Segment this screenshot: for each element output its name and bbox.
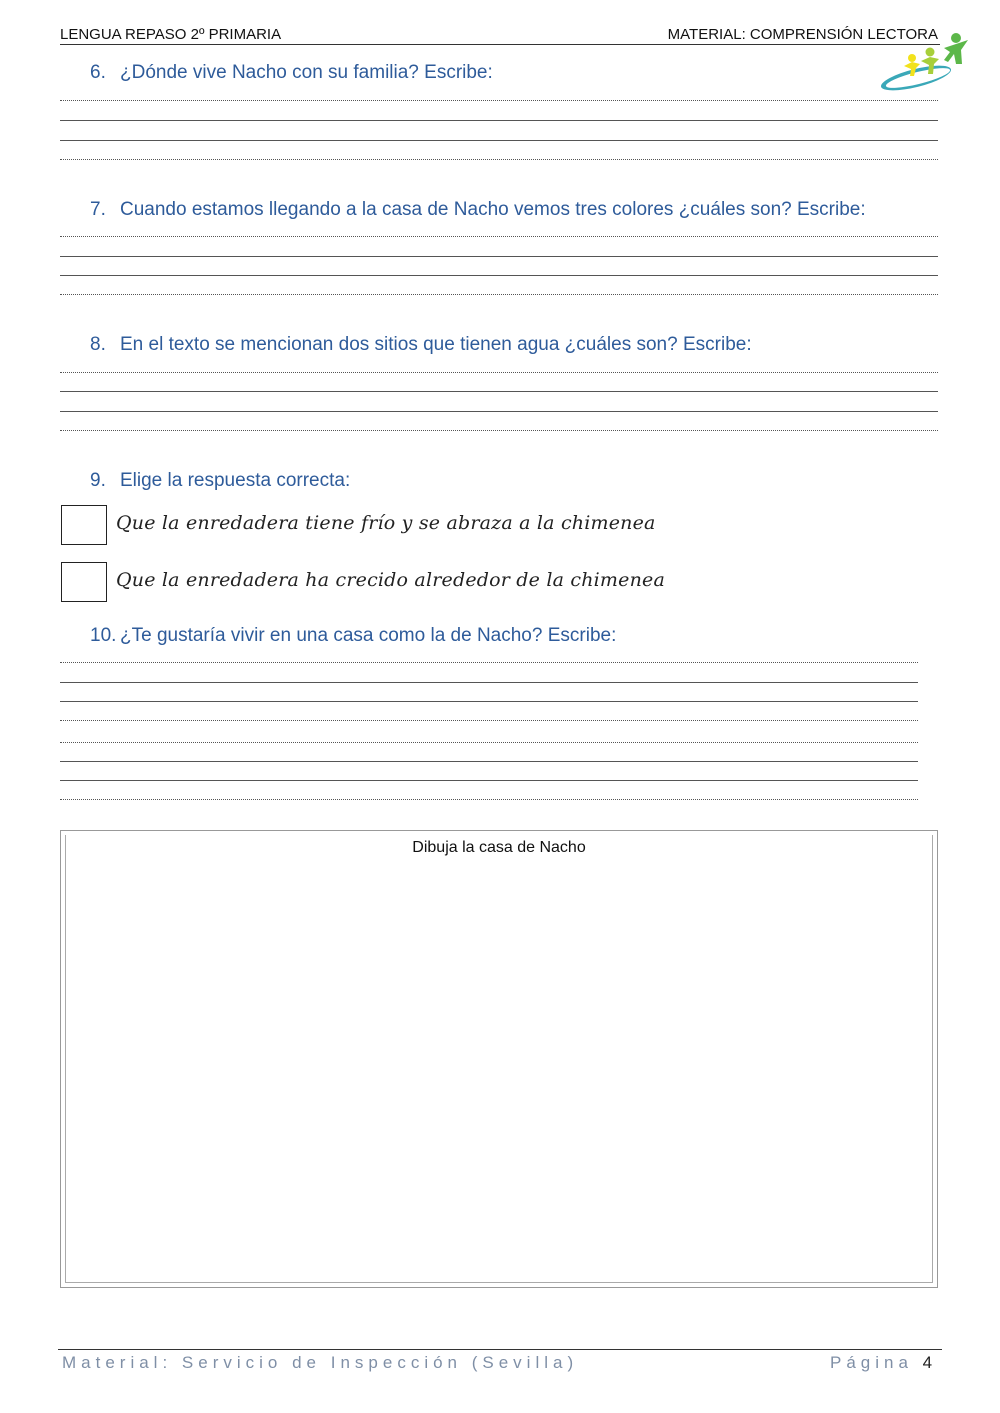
answer-line[interactable] [60, 682, 918, 683]
footer-source: Material: Servicio de Inspección (Sevilla) [62, 1353, 579, 1372]
question-text: En el texto se mencionan dos sitios que tienen agua ¿cuáles son? Escribe: [120, 334, 752, 355]
question-text: ¿Te gustaría vivir en una casa como la de Nacho? Escribe: [120, 625, 617, 646]
answer-line[interactable] [60, 275, 938, 276]
footer-page-label: Página [830, 1353, 913, 1372]
question-6 [90, 62, 493, 84]
answer-line[interactable] [60, 372, 938, 373]
question-7 [90, 199, 866, 221]
question-number: 8. [90, 334, 106, 355]
answer-line[interactable] [60, 720, 918, 721]
question-number: 6. [90, 62, 106, 83]
answer-line[interactable] [60, 780, 918, 781]
answer-line[interactable] [60, 140, 938, 141]
answer-line[interactable] [60, 256, 938, 257]
question-number: 9. [90, 470, 106, 491]
header-divider [60, 44, 940, 45]
footer-divider [58, 1349, 942, 1350]
question-10 [90, 625, 616, 647]
answer-line[interactable] [60, 411, 938, 412]
answer-line[interactable] [60, 662, 918, 663]
option-checkbox-2[interactable] [61, 562, 107, 602]
option-checkbox-1[interactable] [61, 505, 107, 545]
answer-line[interactable] [60, 236, 938, 237]
answer-line[interactable] [60, 799, 918, 800]
answer-line[interactable] [60, 701, 918, 702]
header-right: MATERIAL: COMPRENSIÓN LECTORA [667, 26, 938, 43]
footer-page-number: 4 [922, 1353, 933, 1372]
answer-line[interactable] [60, 100, 938, 101]
answer-line[interactable] [60, 742, 918, 743]
question-text: ¿Dónde vive Nacho con su familia? Escribe: [120, 62, 493, 83]
question-number: 10. [90, 625, 117, 646]
question-text: Cuando estamos llegando a la casa de Nacho vemos tres colores ¿cuáles son? Escribe: [120, 199, 866, 220]
option-label-1: Que la enredadera tiene frío y se abraza a la chimenea [116, 512, 656, 534]
option-label-2: Que la enredadera ha crecido alrededor de la chimenea [116, 569, 666, 591]
footer-page [830, 1353, 932, 1373]
question-text: Elige la respuesta correcta: [120, 470, 351, 491]
question-9 [90, 470, 350, 492]
answer-line[interactable] [60, 761, 918, 762]
answer-line[interactable] [60, 294, 938, 295]
question-number: 7. [90, 199, 106, 220]
answer-line[interactable] [60, 430, 938, 431]
answer-line[interactable] [60, 391, 938, 392]
drawing-canvas[interactable] [65, 835, 933, 1283]
answer-line[interactable] [60, 159, 938, 160]
school-logo-icon [878, 28, 974, 94]
question-8 [90, 334, 752, 356]
drawing-title: Dibuja la casa de Nacho [412, 839, 586, 856]
drawing-area[interactable] [60, 830, 938, 1288]
answer-line[interactable] [60, 120, 938, 121]
header-left: LENGUA REPASO 2º PRIMARIA [60, 26, 282, 43]
